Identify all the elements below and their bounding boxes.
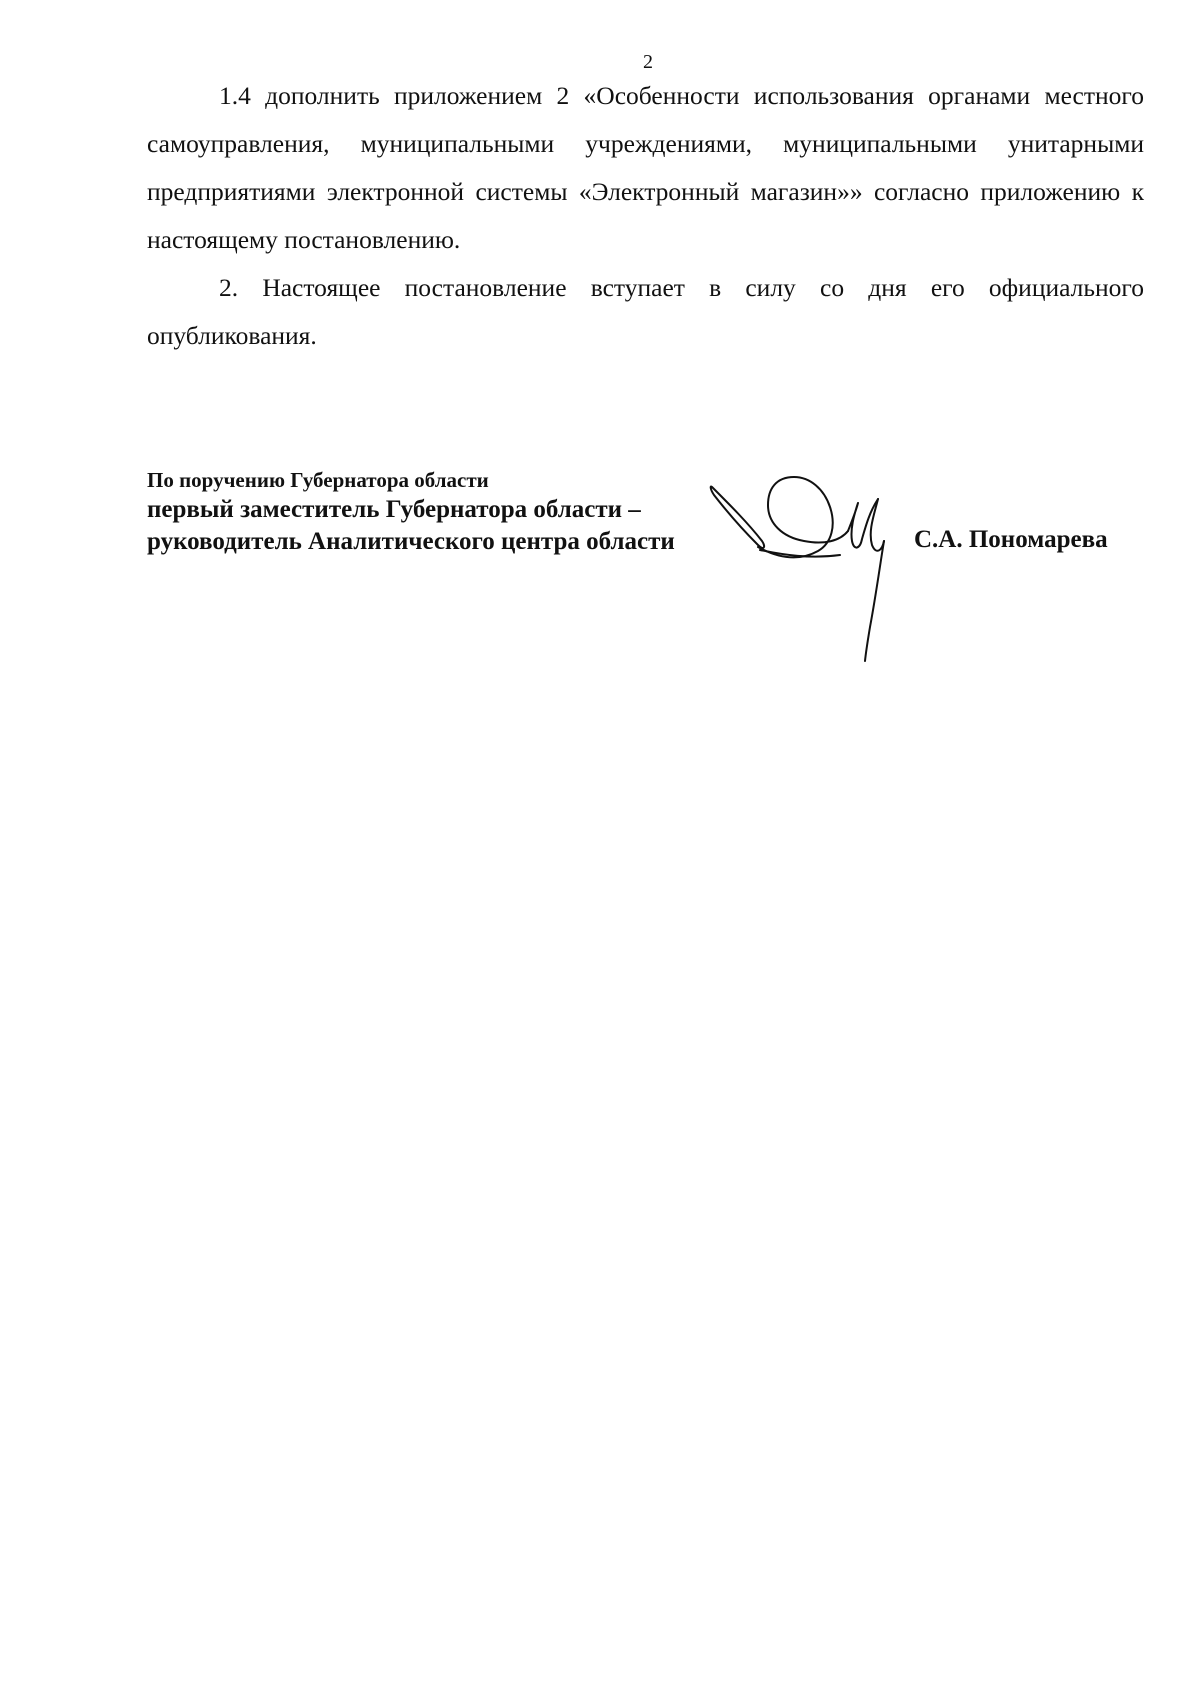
handwritten-signature-icon [700, 455, 915, 670]
signatory-position-line-1: первый заместитель Губернатора области – [147, 496, 641, 523]
signature-authority: По поручению Губернатора области [147, 468, 489, 492]
signatory-name: С.А. Пономарева [914, 526, 1108, 553]
signatory-position-line-2: руководитель Аналитического центра области [147, 528, 675, 555]
paragraph-2: 2. Настоящее постановление вступает в силу со дня его официального опубликования. [147, 273, 1144, 350]
paragraph-1-4: 1.4 дополнить приложением 2 «Особенности использования органами местного самоуправления, муниципальными учреждениями, муниципальными унитарными предприятиями электронной системы «Электронный магазин»» согласно приложению к настоящему постановлению. [147, 81, 1144, 254]
page-number: 2 [643, 51, 653, 73]
document-body [147, 72, 1144, 360]
